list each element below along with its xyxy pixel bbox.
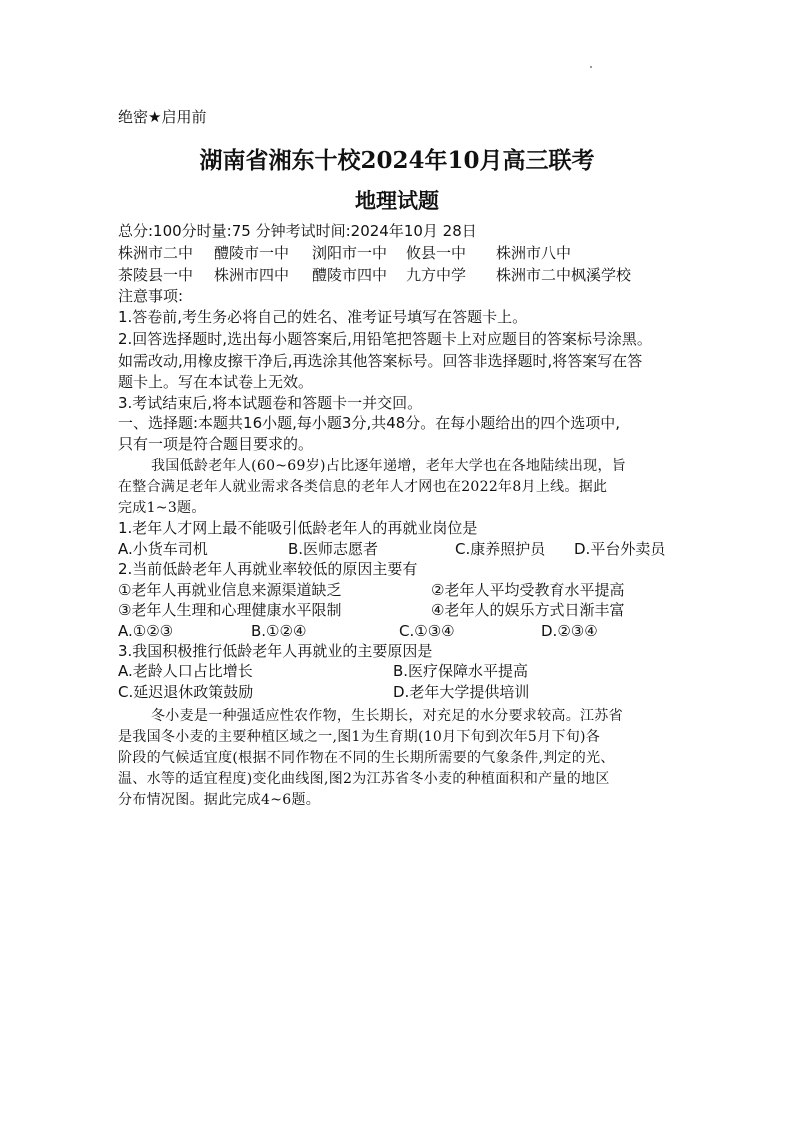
passage2-line5: 分布情况图。据此完成4~6题。	[118, 792, 321, 808]
q3-option-c: C.延迟退休政策鼓励	[118, 683, 254, 701]
q2-stem: 2.当前低龄老年人再就业率较低的原因主要有	[118, 560, 418, 578]
school-8: 醴陵市四中	[312, 266, 388, 284]
notice-2-line2: 如需改动,用橡皮擦干净后,再选涂其他答案标号。回答非选择题时,将答案写在答	[118, 352, 643, 370]
q2-option-c: C.①③④	[399, 622, 455, 640]
q1-stem: 1.老年人才网上最不能吸引低龄老年人的再就业岗位是	[118, 519, 478, 537]
notice-heading: 注意事项:	[118, 287, 184, 305]
q2-statement-3: ③老年人生理和心理健康水平限制	[118, 601, 342, 619]
q2-statement-2: ②老年人平均受教育水平提高	[431, 581, 625, 599]
q3-option-b: B.医疗保障水平提高	[393, 662, 529, 680]
school-10: 株洲市二中枫溪学校	[496, 266, 632, 284]
exam-title: 湖南省湘东十校2024年10月高三联考	[199, 147, 595, 174]
passage2-line1: 冬小麦是一种强适应性农作物，生长期长，对充足的水分要求较高。江苏省	[151, 708, 623, 724]
q2-option-a: A.①②③	[118, 622, 174, 640]
notice-2-line1: 2.回答选择题时,选出每小题答案后,用铅笔把答题卡上对应题目的答案标号涂黑。	[118, 330, 652, 348]
passage1-line3: 完成1~3题。	[118, 500, 206, 516]
passage2-line2: 是我国冬小麦的主要种植区域之一,图1为生育期(10月下旬到次年5月下旬)各	[118, 729, 601, 745]
q1-option-d: D.平台外卖员	[574, 540, 666, 558]
notice-3: 3.考试结束后,将本试题卷和答题卡一并交回。	[118, 394, 423, 412]
q1-option-c: C.康养照护员	[455, 540, 546, 558]
section1-line2: 只有一项是符合题目要求的。	[118, 435, 314, 453]
scan-speck	[590, 66, 592, 68]
school-4: 攸县一中	[406, 244, 467, 262]
passage2-line3: 阶段的气候适宜度(根据不同作物在不同的生长期所需要的气象条件,判定的光、	[118, 750, 615, 766]
q3-option-d: D.老年大学提供培训	[393, 683, 530, 701]
school-6: 茶陵县一中	[118, 266, 194, 284]
q2-statement-4: ④老年人的娱乐方式日渐丰富	[431, 601, 625, 619]
exam-subtitle: 地理试题	[355, 188, 439, 213]
school-9: 九方中学	[406, 266, 467, 284]
school-2: 醴陵市一中	[214, 244, 290, 262]
exam-info: 总分:100分时量:75 分钟考试时间:2024年10月 28日	[118, 222, 477, 240]
school-5: 株洲市八中	[496, 244, 572, 262]
q1-option-b: B.医师志愿者	[288, 540, 379, 558]
q2-option-d: D.②③④	[541, 622, 598, 640]
school-1: 株洲市二中	[118, 244, 194, 262]
notice-1: 1.答卷前,考生务必将自己的姓名、准考证号填写在答题卡上。	[118, 308, 528, 326]
q3-stem: 3.我国积极推行低龄老年人再就业的主要原因是	[118, 642, 433, 660]
confidential-label: 绝密★启用前	[118, 108, 207, 126]
q2-option-b: B.①②④	[251, 622, 307, 640]
passage1-line1: 我国低龄老年人(60~69岁)占比逐年递增，老年大学也在各地陆续出现，旨	[151, 458, 627, 474]
q3-option-a: A.老龄人口占比增长	[118, 662, 253, 680]
school-3: 浏阳市一中	[312, 244, 388, 262]
q2-statement-1: ①老年人再就业信息来源渠道缺乏	[118, 581, 342, 599]
passage1-line2: 在整合满足老年人就业需求各类信息的老年人才网也在2022年8月上线。据此	[118, 479, 608, 495]
passage2-line4: 温、水等的适宜程度)变化曲线图,图2为江苏省冬小麦的种植面积和产量的地区	[118, 771, 610, 787]
q1-option-a: A.小货车司机	[118, 540, 208, 558]
section1-line1: 一、选择题:本题共16小题,每小题3分,共48分。在每小题给出的四个选项中,	[118, 414, 621, 432]
notice-2-line3: 题卡上。写在本试卷上无效。	[118, 373, 314, 391]
school-7: 株洲市四中	[214, 266, 290, 284]
